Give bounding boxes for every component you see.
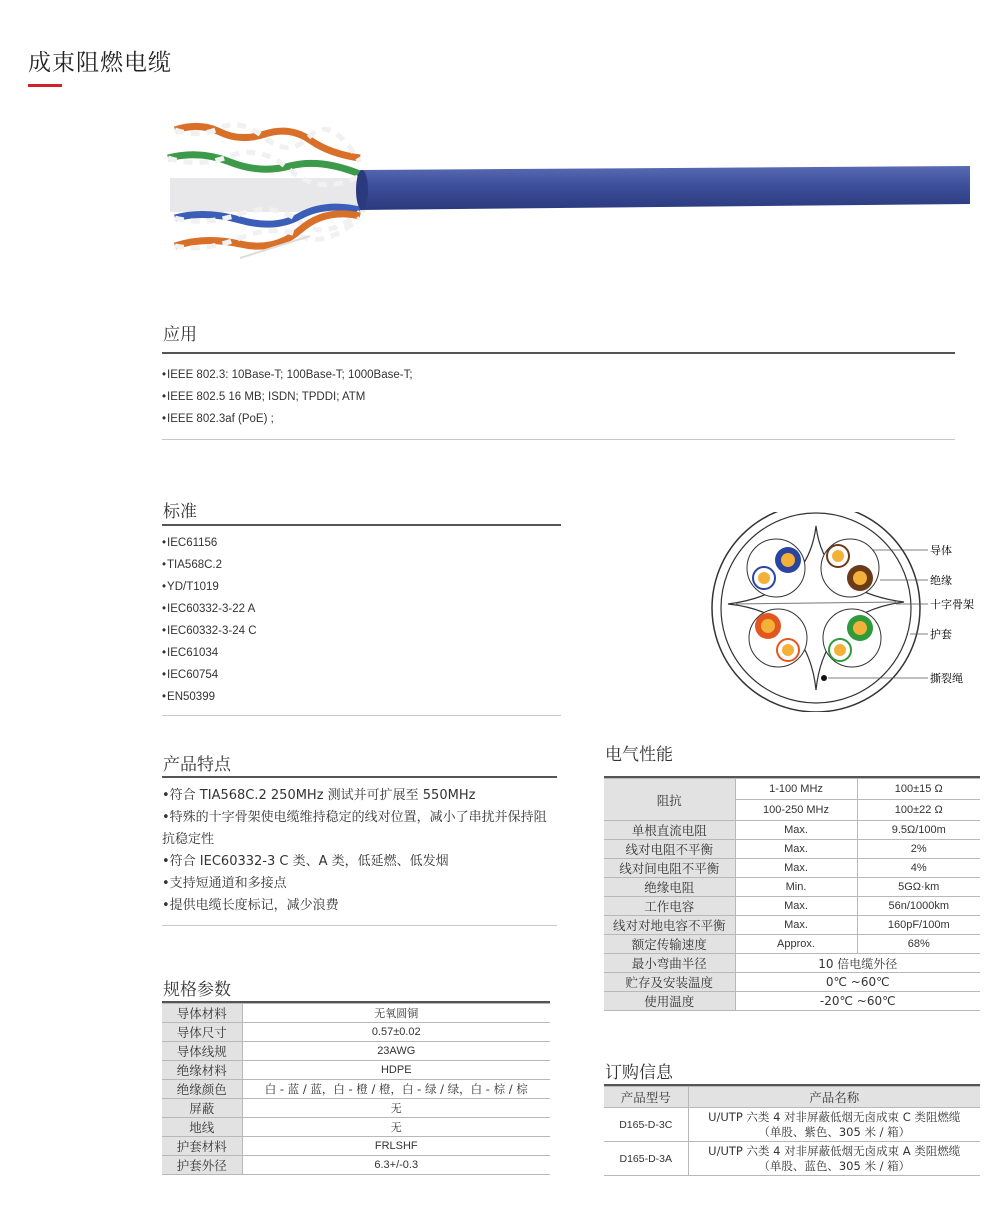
list-item: • 支持短通道和多接点 <box>162 873 557 895</box>
page-title: 成束阻燃电缆 <box>28 50 172 76</box>
list-item: • IEEE 802.3af (PoE) ; <box>162 408 413 430</box>
section-end-rule <box>162 715 561 716</box>
list-item: • 符合 IEC60332-3 C 类、A 类，低延燃、低发烟 <box>162 851 557 873</box>
section-title-features: 产品特点 <box>163 755 231 775</box>
list-item: • IEC60332-3-22 A <box>162 598 257 620</box>
table-row: 线对对地电容不平衡 Max. 160pF/100m <box>604 916 980 935</box>
title-accent-bar <box>28 84 62 87</box>
list-item: • 符合 TIA568C.2 250MHz 测试并可扩展至 550MHz <box>162 785 557 807</box>
table-row: 线对间电阻不平衡 Max. 4% <box>604 859 980 878</box>
table-row: 贮存及安装温度 0℃ ~60℃ <box>604 973 980 992</box>
table-row: 护套材料 FRLSHF <box>162 1137 550 1156</box>
table-row: 导体线规 23AWG <box>162 1042 550 1061</box>
section-title-ordering: 订购信息 <box>605 1063 673 1083</box>
section-title-electrical: 电气性能 <box>605 745 673 765</box>
specs-table <box>162 1003 550 1175</box>
table-row: 导体材料 无氧圆铜 <box>162 1004 550 1023</box>
application-list <box>162 364 413 430</box>
electrical-table <box>604 778 980 1011</box>
table-row: 线对电阻不平衡 Max. 2% <box>604 840 980 859</box>
standards-list <box>162 532 257 708</box>
table-row: 最小弯曲半径 10 倍电缆外径 <box>604 954 980 973</box>
table-row: 屏蔽 无 <box>162 1099 550 1118</box>
rip-cord-dot <box>821 675 827 681</box>
list-item: • EN50399 <box>162 686 257 708</box>
cable-illustration <box>160 118 980 268</box>
label-jacket: 护套 <box>930 628 952 641</box>
table-row: 护套外径 6.3+/-0.3 <box>162 1156 550 1175</box>
table-row: 绝缘颜色 白 - 蓝 / 蓝，白 - 橙 / 橙，白 - 绿 / 绿，白 - 棕 / 棕 <box>162 1080 550 1099</box>
table-row: 地线 无 <box>162 1118 550 1137</box>
label-insulation: 绝缘 <box>930 574 952 587</box>
section-end-rule <box>162 439 955 440</box>
list-item: • 提供电缆长度标记，减少浪费 <box>162 895 557 917</box>
table-row: 阻抗 1-100 MHz 100±15 Ω <box>604 779 980 800</box>
section-rule-standards <box>162 524 561 526</box>
list-item: • IEC61034 <box>162 642 257 664</box>
table-row: 导体尺寸 0.57±0.02 <box>162 1023 550 1042</box>
list-item: • TIA568C.2 <box>162 554 257 576</box>
pair-orange <box>749 609 807 667</box>
label-cross-filler: 十字骨架 <box>930 598 974 611</box>
table-row: 单根直流电阻 Max. 9.5Ω/100m <box>604 821 980 840</box>
section-rule-features <box>162 776 557 778</box>
pair-brown <box>821 539 879 597</box>
impedance-label: 阻抗 <box>604 779 735 821</box>
list-item: • IEEE 802.5 16 MB; ISDN; TPDDI; ATM <box>162 386 413 408</box>
pair-blue <box>747 539 805 597</box>
table-row: 使用温度 -20℃ ~60℃ <box>604 992 980 1011</box>
label-conductor: 导体 <box>930 544 952 557</box>
table-row: 绝缘电阻 Min. 5GΩ·km <box>604 878 980 897</box>
table-row: 100-250 MHz 100±22 Ω <box>604 800 980 821</box>
list-item: • IEC60754 <box>162 664 257 686</box>
list-item: • IEEE 802.3: 10Base-T; 100Base-T; 1000Base-T; <box>162 364 413 386</box>
label-rip-cord: 撕裂绳 <box>930 672 963 685</box>
table-row: 额定传输速度 Approx. 68% <box>604 935 980 954</box>
table-header-row: 产品型号 产品名称 <box>604 1087 980 1108</box>
section-title-standards: 标准 <box>163 502 197 522</box>
section-title-specs: 规格参数 <box>163 980 231 1000</box>
cable-jacket <box>360 166 970 210</box>
list-item: • YD/T1019 <box>162 576 257 598</box>
pair-green <box>823 609 881 667</box>
list-item: • IEC60332-3-24 C <box>162 620 257 642</box>
list-item: • IEC61156 <box>162 532 257 554</box>
cable-cross-section <box>700 512 998 712</box>
ordering-table <box>604 1086 980 1176</box>
list-item: • 特殊的十字骨架使电缆维持稳定的线对位置，减小了串扰并保持阻抗稳定性 <box>162 807 557 851</box>
section-rule-application <box>162 352 955 354</box>
table-row: D165-D-3C U/UTP 六类 4 对非屏蔽低烟无卤成束 C 类阻燃缆 （单股、紫色、305 米 / 箱） <box>604 1108 980 1142</box>
table-row: D165-D-3A U/UTP 六类 4 对非屏蔽低烟无卤成束 A 类阻燃缆 （单股、蓝色、305 米 / 箱） <box>604 1142 980 1176</box>
section-title-application: 应用 <box>163 325 197 345</box>
features-list <box>162 785 557 917</box>
table-row: 工作电容 Max. 56n/1000km <box>604 897 980 916</box>
table-row: 绝缘材料 HDPE <box>162 1061 550 1080</box>
section-end-rule <box>162 925 557 926</box>
